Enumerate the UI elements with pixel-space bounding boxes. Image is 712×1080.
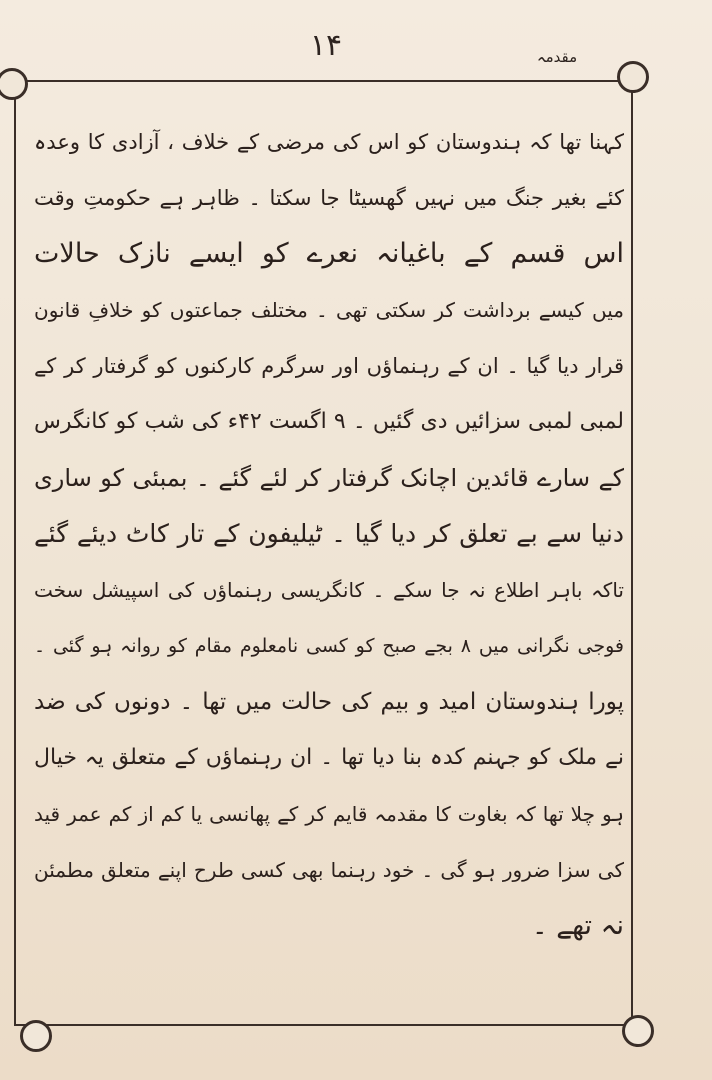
frame-corner-circle-bottom-left: [20, 1020, 52, 1052]
text-line: میں کیسے برداشت کر سکتی تھی ۔ مختلف جماعتوں کو خلافِ قانون: [34, 298, 624, 322]
text-line: ہو چلا تھا کہ بغاوت کا مقدمہ قایم کر کے پھانسی یا کم از کم عمر قید: [34, 802, 624, 826]
text-line: اس قسم کے باغیانہ نعرے کو ایسے نازک حالات: [34, 238, 624, 269]
text-line: لمبی لمبی سزائیں دی گئیں ۔ ۹ اگست ۴۲ء کی شب کو کانگرس: [34, 409, 624, 434]
text-line: دنیا سے بے تعلق کر دیا گیا ۔ ٹیلیفون کے تار کاٹ دیئے گئے: [34, 519, 624, 548]
frame-corner-circle-top-right: [617, 61, 649, 93]
text-line: کے سارے قائدین اچانک گرفتار کر لئے گئے ۔ بمبئی کو ساری: [34, 464, 624, 492]
text-line-final: نہ تھے ۔: [531, 910, 624, 941]
text-line: قرار دیا گیا ۔ ان کے رہنماؤں اور سرگرم کارکنوں کو گرفتار کر کے: [34, 354, 624, 378]
text-line: نے ملک کو جہنم کدہ بنا دیا تھا ۔ ان رہنماؤں کے متعلق یہ خیال: [34, 745, 624, 770]
body-text: [34, 114, 624, 954]
text-line: کہنا تھا کہ ہندوستان کو اس کی مرضی کے خلاف ، آزادی کا وعدہ: [34, 130, 624, 154]
page-number: ۱۴: [309, 28, 343, 63]
frame-corner-circle-bottom-right: [622, 1015, 654, 1047]
text-line: کی سزا ضرور ہو گی ۔ خود رہنما بھی کسی طرح اپنے متعلق مطمئن: [34, 858, 624, 882]
text-line: فوجی نگرانی میں ۸ بجے صبح کو کسی نامعلوم مقام کو روانہ ہو گئی ۔: [34, 635, 624, 657]
running-head: مقدمہ: [536, 48, 578, 66]
text-line: پورا ہندوستان امید و بیم کی حالت میں تھا ۔ دونوں کی ضد: [34, 689, 624, 715]
text-line: کئے بغیر جنگ میں نہیں گھسیٹا جا سکتا ۔ ظاہر ہے حکومتِ وقت: [34, 186, 624, 210]
text-line: تاکہ باہر اطلاع نہ جا سکے ۔ کانگریسی رہنماؤں کی اسپیشل سخت: [34, 578, 624, 602]
